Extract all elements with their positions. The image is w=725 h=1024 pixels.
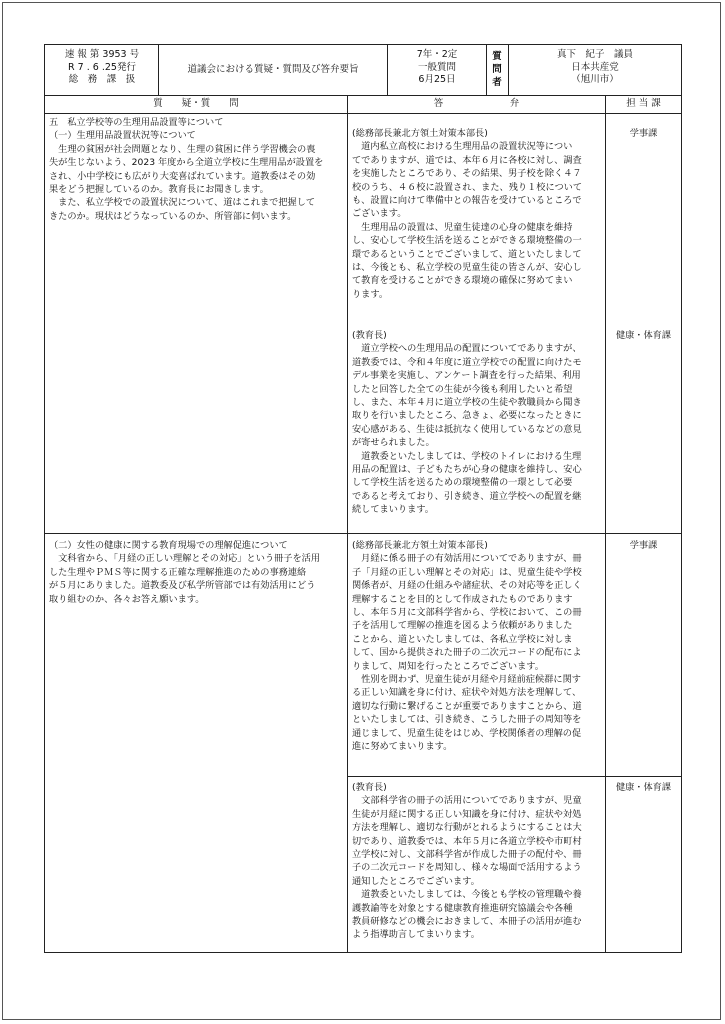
text-line: 用品の配置は、子どもたちが心身の健康を維持し、安心 [352,464,582,476]
document-title: 道議会における質疑・質問及び答弁要旨 [187,64,359,75]
text-line: は、今後とも、私立学校の児童生徒の皆さんが、安心し [352,262,582,274]
table-border-right [681,44,682,953]
answer-block-2 [352,329,582,517]
session-info [389,49,485,87]
text-line: 道立学校への生理用品の配置についてでありますが、 [352,343,582,355]
issue-dept: 総 務 課 扱 [68,74,136,85]
text-line: 性別を問わず、児童生徒が月経や月経前症候群に関す [352,674,581,686]
answer-block-1 [352,127,582,301]
column-divider [347,95,348,953]
questioner-label: 質問者 [492,51,502,88]
header-divider [158,44,159,96]
text-line: し、安心して学校生活を送ることができる環境整備の一 [352,235,582,247]
text-line: 生徒が月経に関する正しい知識を身に付け、症状や対処 [352,808,582,820]
text-line: りまして、周知を行ったところでございます。 [352,660,544,672]
text-line: であると考えており、引き続き、道立学校への配置を継 [352,490,582,502]
text-line: 文部科学省の冊子の活用についてでありますが、児童 [352,795,582,807]
colhead-bottom-border [44,113,682,114]
text-line: して、国から提供された冊子の二次元コードの配布によ [352,647,582,659]
text-line: し、本年５月に文部科学省から、学校において、この冊 [352,607,582,619]
text-line: 生理用品の設置は、児童生徒達の心身の健康を維持 [352,221,573,233]
text-line: が５月にありました。道教委及び私学所管部では有効活用にどう [49,580,316,592]
text-line: を実施したところであり、その結果、男子校を除く４７ [352,168,582,180]
text-line: きたのか。現状はどうなっているのか、所管部に伺います。 [49,210,297,222]
question-block-1 [49,116,323,223]
text-line: 取り組むのか、各々お答え願います。 [49,593,205,605]
session-name: 7年・2定 [416,49,458,60]
text-line: 適切な行動に繋げることが重要でありますことから、道 [352,700,582,712]
table-border-bottom [44,952,682,953]
text-line: 取りを行いましたところ、急きょ、必要になったときに [352,410,582,422]
issue-number: 速 報 第 3953 号 [64,49,140,60]
issue-info [48,49,156,87]
text-line: (教育長) [352,782,387,793]
column-heading-answer: 答 弁 [433,98,520,109]
session-date: 6月25日 [418,74,456,85]
header-divider [486,44,487,96]
text-line: よう指導助言してまいります。 [352,929,480,941]
text-line: てでありますが、道では、本年６月に各校に対し、調査 [352,154,582,166]
text-line: る正しい知識を身に付け、症状や対処方法を理解して、 [352,687,582,699]
header-divider [387,44,388,96]
text-line: 進に努めてまいります。 [352,741,453,753]
text-line: 道内私立高校における生理用品の設置状況等につい [352,141,573,153]
text-line: したと回答した全ての生徒が今後も利用したいと希望 [352,383,573,395]
text-line: (教育長) [352,330,387,341]
answer-block-3 [352,539,582,754]
text-line: 果をどう把握しているのか。教育長にお聞きします。 [49,184,269,196]
text-line: 五 私立学校等の生理用品設置等について [49,117,224,128]
column-divider [605,95,606,953]
column-heading-question: 質 疑・質 問 [153,98,239,109]
text-line: 道教委といたしましては、今後とも学校の管理職や養 [352,889,582,901]
issue-date: R 7 . 6 .25発行 [68,61,136,73]
text-line: デル事業を実施し、アンケート調査を行った結果、利用 [352,370,581,382]
text-line: ります。 [352,288,389,300]
text-line: 環であるということでございまして、道といたしまして [352,248,582,260]
text-line: 護教諭等を対象とする健康教育推進研究協議会や各種 [352,902,573,914]
text-line: 方法を理解し、適切な行動がとれるようにすることは大 [352,822,582,834]
text-line: （二）女性の健康に関する教育現場での理解促進について [49,540,288,551]
text-line: 生理の貧困が社会問題となり、生理の貧困に伴う学習機会の喪 [49,143,316,155]
text-line: ことから、道といたしましては、各私立学校に対しま [352,633,573,645]
text-line: 子の二次元コードを周知し、様々な場面で活用するよう [352,862,582,874]
question-block-2 [49,539,320,606]
section-separator [347,776,682,777]
section-separator [44,533,682,534]
text-line: 切であり、道教委では、本年５月に各道立学校や市町村 [352,835,582,847]
text-line: 子を活用して理解の推進を図るよう依頼がありました [352,620,573,632]
table-border-left [44,44,45,953]
text-line: 理解することを目的として作成されたものであります [352,593,573,605]
header-bottom-border [44,95,682,96]
text-line: 子「月経の正しい理解とその対応」は、児童生徒や学校 [352,566,582,578]
text-line: した生理やＰＭＳ等に関する正確な理解推進のための事務連絡 [49,566,307,578]
header-divider [508,44,509,96]
dept-label: 学事課 [629,128,658,139]
answer-block-4 [352,781,582,942]
dept-label: 学事課 [629,540,658,551]
text-line: 道教委といたしましては、学校のトイレにおける生理 [352,450,582,462]
text-line: 安心感がある、生徒は抵抗なく使用しているなどの意見 [352,423,582,435]
text-line: 校のうち、４６校に設置され、また、残り１校について [352,181,583,193]
text-line: 立学校に対し、文部科学省が作成した冊子の配付や、冊 [352,849,582,861]
questioner-district: （旭川市） [571,74,619,85]
text-line: （一）生理用品設置状況等について [49,130,196,142]
text-line: して学校生活を送るための環境整備の一環として必要 [352,477,573,489]
column-heading-dept: 担 当 課 [626,98,661,109]
text-line: 道教委では、令和４年度に道立学校での配置に向けたモ [352,356,582,368]
text-line: 続してまいります。 [352,504,434,516]
text-line: て教育を受けることができる環境の確保に努めてまい [352,275,573,287]
text-line: され、小中学校にも広がり大変喜ばれています。道教委はその効 [49,170,316,182]
text-line: といたしましては、引き続き、こうした冊子の周知等を [352,714,582,726]
dept-label: 健康・体育課 [615,330,672,341]
text-line: 文科省から、「月経の正しい理解とその対応」という冊子を活用 [49,553,321,565]
text-line: また、私立学校での設置状況について、道はこれまで把握して [49,197,316,209]
text-line: 失が生じないよう、2023 年度から全道立学校に生理用品が設置を [49,157,324,169]
text-line: 教員研修などの機会におきまして、本冊子の活用が進む [352,916,582,928]
text-line: (総務部長兼北方領土対策本部長) [352,128,488,139]
text-line: 関係者が、月経の仕組みや諸症状、その対応等を正しく [352,580,582,592]
table-border-top [44,44,682,45]
text-line: も、設置に向けて準備中との報告を受けているところで [352,195,582,207]
text-line: が寄せられました。 [352,437,435,449]
text-line: し、また、本年４月に道立学校の生徒や教職員から聞き [352,397,582,409]
text-line: ございます。 [352,208,407,220]
text-line: 月経に係る冊子の有効活用についてでありますが、冊 [352,553,582,565]
text-line: 通じまして、児童生徒をはじめ、学校関係者の理解の促 [352,727,582,739]
dept-label: 健康・体育課 [615,782,672,793]
questioner-party: 日本共産党 [571,61,619,73]
text-line: 通知したところでございます。 [352,875,480,887]
text-line: (総務部長兼北方領土対策本部長) [352,540,488,551]
session-type: 一般質問 [417,61,456,73]
questioner-name: 真下 紀子 議員 [556,49,633,60]
questioner-info [510,49,680,87]
